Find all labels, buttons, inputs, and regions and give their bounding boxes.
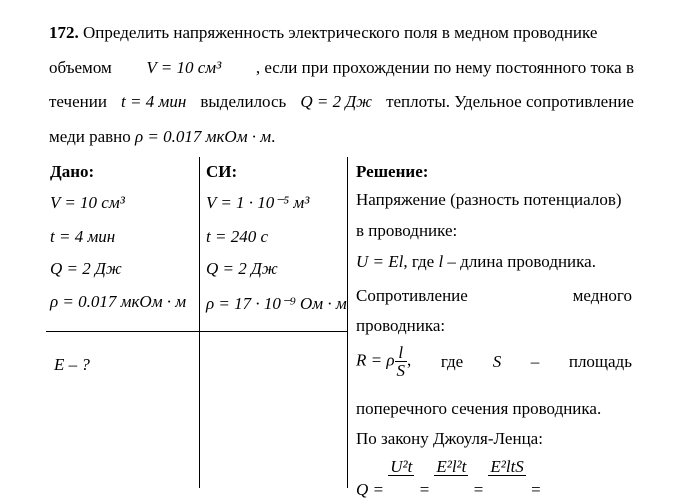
problem-line-3: течении t = 4 мин выделилось Q = 2 Дж теплоты. Удельное сопротивление	[49, 92, 634, 111]
si-time: t = 240 с	[206, 227, 268, 246]
solution-line-8: По закону Джоуля-Ленца:	[356, 429, 543, 448]
si-resistivity: ρ = 17 · 10⁻⁹ Ом · м	[206, 294, 347, 313]
given-separator	[46, 331, 348, 332]
given-heat: Q = 2 Дж	[50, 259, 122, 278]
joule-fraction-1: U²t	[390, 457, 413, 476]
problem-statement	[49, 16, 634, 154]
find-value: E – ?	[54, 355, 90, 374]
solution-header: Решение:	[356, 162, 429, 181]
solution-line-2: в проводнике:	[356, 221, 458, 240]
joule-fraction-3: E²ltS	[490, 457, 524, 476]
solution-line-9: Q = U²t = E²l²t = E²ltS =	[356, 457, 542, 499]
joule-fraction-2: E²l²t	[436, 457, 467, 476]
solution-line-6: R = ρ $\frac{l}{S}$ , где S – площадь	[356, 343, 632, 380]
given-resistivity: ρ = 0.017 мкОм · м	[50, 292, 187, 311]
solution-line-1: Напряжение (разность потенциалов)	[356, 190, 622, 209]
problem-line-1: 172. Определить напряженность электрического поля в медном проводнике	[49, 23, 598, 42]
si-header: СИ:	[206, 162, 238, 181]
given-volume: V = 10 см³	[50, 193, 125, 212]
problem-line-4: меди равно ρ = 0.017 мкОм · м.	[49, 126, 276, 146]
given-time: t = 4 мин	[50, 227, 116, 246]
problem-line-2: объемом V = 10 см³ , если при прохождении по нему постоянного тока в	[49, 57, 634, 77]
si-volume: V = 1 · 10⁻⁵ м³	[206, 193, 310, 212]
table-divider-2	[347, 157, 348, 488]
solution-line-5: проводника:	[356, 316, 446, 335]
solution-line-4: Сопротивление медного	[356, 286, 632, 305]
resistance-fraction: $\frac{l}{S}$	[396, 343, 406, 380]
table-divider-1	[199, 157, 200, 488]
solution-line-7: поперечного сечения проводника.	[356, 399, 602, 418]
given-header: Дано:	[50, 162, 95, 181]
si-heat: Q = 2 Дж	[206, 259, 278, 278]
solution-line-3: U = El, где l – длина проводника.	[356, 252, 596, 271]
problem-number: 172.	[49, 23, 79, 42]
